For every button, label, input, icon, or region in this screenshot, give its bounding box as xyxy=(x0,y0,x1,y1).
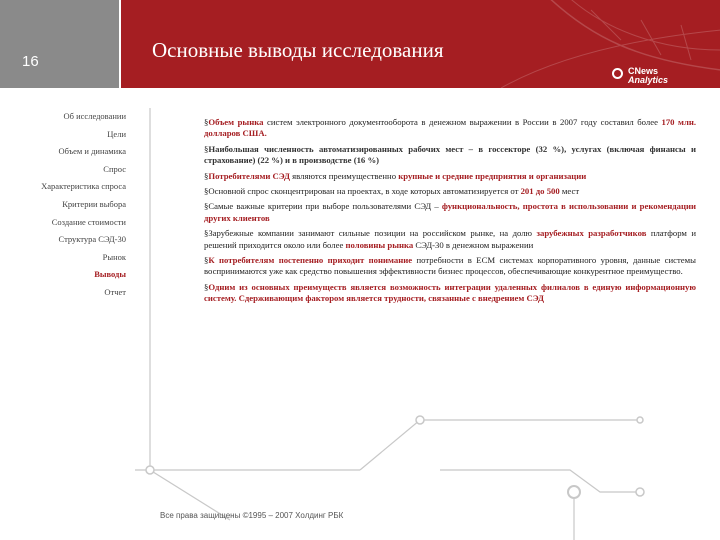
list-item: §Потребителями СЭД являются преимущественно крупные и средние предприятия и организации xyxy=(204,170,587,181)
nav-item-market[interactable]: Рынок xyxy=(102,251,126,262)
nav-item-volume[interactable]: Объем и динамика xyxy=(58,146,126,157)
list-item: §Объем рынка систем электронного документооборота в денежном выражении в России в 2007 году составил более 170 млн. долларов США. xyxy=(204,117,696,139)
list-item: §К потребителям постепенно приходит понимание потребности в ECM системах корпоративного уровня, данные системы воспринимаются уже как средство повышения эффективности бизнес процессов, обеспечивающие конкурентное преимущество. xyxy=(204,255,696,277)
nav-item-value-creation[interactable]: Создание стоимости xyxy=(51,216,126,227)
sidebar-nav xyxy=(0,108,126,302)
slide-number: 16 xyxy=(22,53,39,70)
nav-item-conclusions[interactable]: Выводы xyxy=(94,269,126,280)
footer-copyright: Все права защищены ©1995 – 2007 Холдинг РБК xyxy=(160,511,344,520)
logo-icon xyxy=(612,68,623,79)
page-title: Основные выводы исследования xyxy=(152,38,444,62)
list-item: §Зарубежные компании занимают сильные позиции на российском рынке, на долю зарубежных разработчиков платформ и решений приходится около или более половины рынка СЭД-30 в денежном выражении xyxy=(204,228,696,250)
nav-item-goals[interactable]: Цели xyxy=(107,128,126,139)
conclusions-list xyxy=(204,117,696,309)
nav-item-structure[interactable]: Структура СЭД-30 xyxy=(58,234,126,245)
nav-item-demand[interactable]: Спрос xyxy=(103,163,126,174)
logo-text-cnews: CNews xyxy=(628,66,659,76)
slide-number-panel xyxy=(0,0,119,88)
nav-item-report[interactable]: Отчет xyxy=(104,286,126,297)
list-item: §Одним из основных преимуществ является возможность интеграции удаленных филиалов в единую информационную систему. Сдерживающим фактором является трудности, связанные с внедрением СЭД xyxy=(204,281,696,304)
nav-item-demand-characteristics[interactable]: Характеристика спроса xyxy=(41,181,126,192)
list-item: §Наибольшая численность автоматизированных рабочих мест – в госсекторе (32 %), услугах (включая финансы и страхование) (22 %) и в производстве (16 %) xyxy=(204,143,696,166)
nav-item-about[interactable]: Об исследовании xyxy=(63,111,126,121)
nav-item-selection-criteria[interactable]: Критерии выбора xyxy=(62,198,126,209)
list-item: §Основной спрос сконцентрирован на проектах, в ходе которых автоматизируется от 201 до 500 мест xyxy=(204,186,580,197)
list-item: §Самые важные критерии при выборе пользователями СЭД – функциональность, простота в использовании и рекомендации других клиентов xyxy=(204,201,696,223)
logo-text-analytics: Analytics xyxy=(628,75,669,85)
